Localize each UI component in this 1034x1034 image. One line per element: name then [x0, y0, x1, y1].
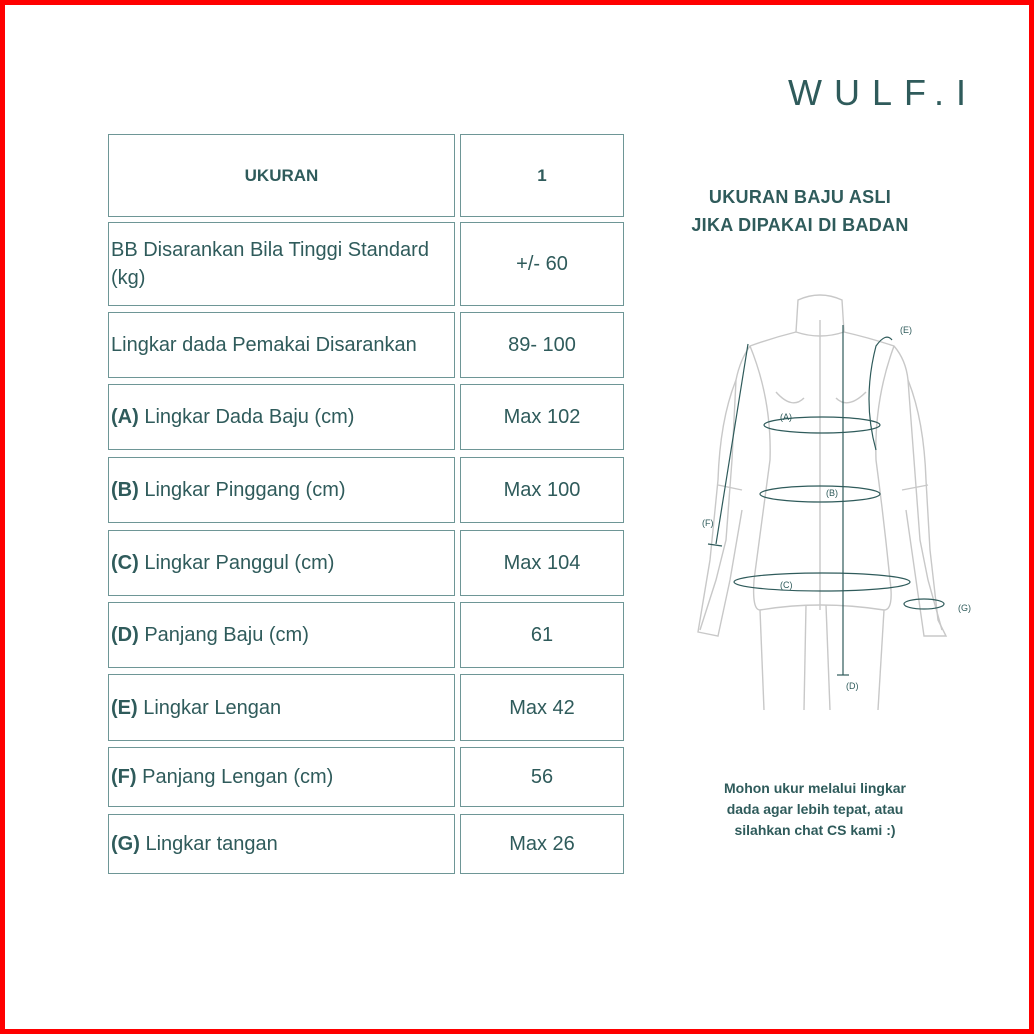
- table-row-value: [460, 222, 624, 306]
- marker-f: (F): [702, 518, 714, 528]
- table-row-label: [108, 530, 455, 596]
- measure-label: Lingkar Pinggang (cm): [144, 479, 346, 501]
- measure-label: Lingkar Lengan: [143, 696, 282, 719]
- figure-title-line2: JIKA DIPAKAI DI BADAN: [691, 215, 909, 235]
- table-header-label-cell: [108, 134, 455, 217]
- table-row-label: [108, 222, 455, 306]
- table-row-value: [460, 747, 624, 807]
- table-header-size-cell: [460, 134, 624, 217]
- table-row-label: [108, 814, 455, 874]
- measure-value: +/- 60: [516, 253, 568, 275]
- table-header-size: 1: [537, 165, 547, 185]
- measure-label: Panjang Lengan (cm): [142, 766, 334, 788]
- measure-label: Lingkar Dada Baju (cm): [144, 406, 355, 428]
- marker-a: (A): [780, 412, 792, 422]
- table-row-label: [108, 602, 455, 668]
- note-line: silahkan chat CS kami :): [734, 822, 896, 838]
- measure-value: Max 100: [503, 479, 581, 501]
- marker-b: (B): [826, 488, 838, 498]
- measure-value: 89- 100: [508, 334, 576, 356]
- figure-title-line1: UKURAN BAJU ASLI: [708, 187, 892, 207]
- table-row-label: [108, 312, 455, 378]
- measure-code: (D): [111, 624, 139, 646]
- marker-c: (C): [780, 580, 793, 590]
- measure-code: (F): [111, 766, 137, 788]
- measure-label: Lingkar dada Pemakai Disarankan: [111, 334, 417, 356]
- measure-label: Lingkar Panggul (cm): [144, 552, 335, 574]
- table-header-label: UKURAN: [244, 165, 319, 185]
- table-row-value: [460, 312, 624, 378]
- brand-logo: WULF.I: [788, 72, 979, 113]
- marker-e: (E): [900, 325, 912, 335]
- measure-code: (B): [111, 479, 139, 501]
- measure-label: Panjang Baju (cm): [144, 624, 309, 646]
- measure-value: Max 102: [503, 406, 581, 428]
- table-row-value: [460, 530, 624, 596]
- note-line: dada agar lebih tepat, atau: [726, 801, 904, 817]
- measure-value: Max 26: [509, 833, 575, 855]
- measure-code: (G): [111, 833, 140, 855]
- measure-value: Max 42: [509, 696, 575, 719]
- measure-note: [690, 778, 940, 841]
- marker-g: (G): [958, 603, 971, 613]
- table-row-label: [108, 457, 455, 523]
- table-row-label: [108, 747, 455, 807]
- measure-value: Max 104: [503, 552, 581, 574]
- table-row-label: [108, 674, 455, 741]
- marker-d: (D): [846, 681, 859, 691]
- measure-value: 61: [530, 624, 554, 646]
- measure-code: (E): [111, 696, 138, 719]
- table-row-value: [460, 384, 624, 450]
- measure-code: (C): [111, 552, 139, 574]
- table-row-value: [460, 602, 624, 668]
- table-row-label: [108, 384, 455, 450]
- measure-label: Lingkar tangan: [145, 833, 278, 855]
- mannequin-figure: [680, 280, 980, 720]
- measure-label: BB Disarankan Bila Tinggi Standard (kg): [111, 239, 429, 289]
- table-row-value: [460, 674, 624, 741]
- table-row-value: [460, 457, 624, 523]
- table-row-value: [460, 814, 624, 874]
- measure-value: 56: [530, 766, 554, 788]
- measure-code: (A): [111, 406, 139, 428]
- note-line: Mohon ukur melalui lingkar: [723, 780, 907, 796]
